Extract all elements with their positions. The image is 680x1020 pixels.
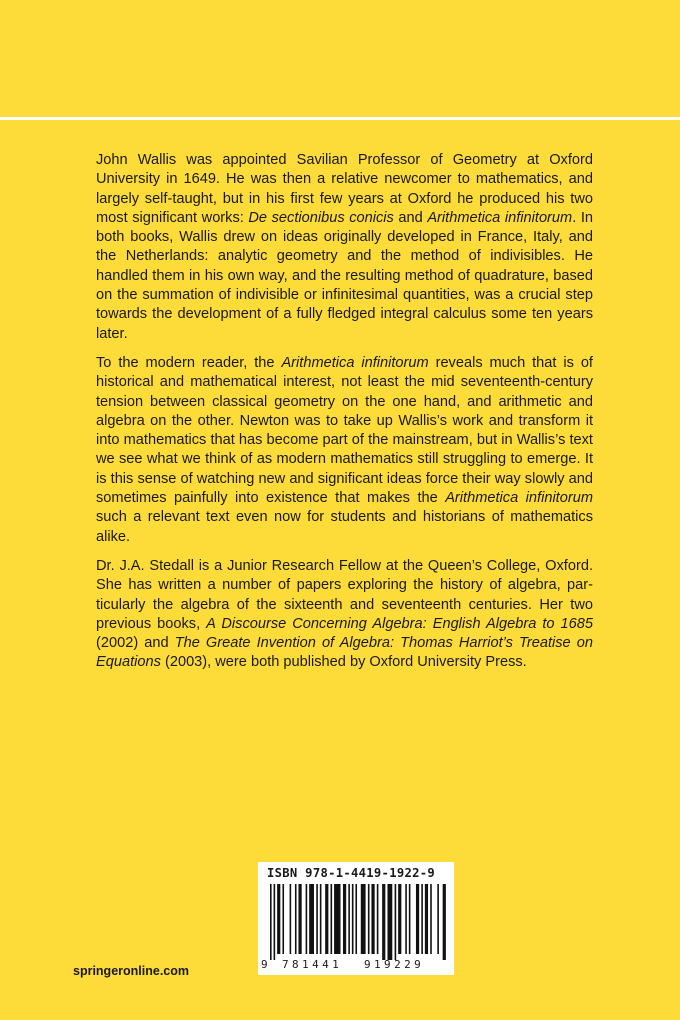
barcode-bar	[377, 884, 379, 954]
isbn-label: ISBN 978-1-4419-1922-9	[267, 866, 436, 880]
barcode-bar	[343, 884, 346, 954]
barcode-bar	[309, 884, 314, 954]
barcode-bar	[371, 884, 374, 954]
blurb-paragraph-2: To the modern reader, the Arithmetica infinitorum reveals much that is of historical and mathematical interest, not least the mid seventeenth-century tension between classical geometry on the one hand, and arithmetic and algebra on the other. Newton was to take up Wallis’s work and transform it into mathematics that has become part of the mainstream, but in Wallis’s text we see what we think of as modern mathematics still struggling to emerge. It is this sense of watching new and significant ideas force their way slowly and sometimes painfully into existence that makes the Arithmetica infinitorum such a relevant text even now for students and historians of mathematics alike.	[96, 354, 593, 545]
barcode-bar	[270, 884, 272, 960]
barcode-bar	[320, 884, 322, 954]
barcode-bar	[395, 884, 397, 960]
barcode-bar	[290, 884, 292, 954]
barcode-bar	[325, 884, 328, 954]
isbn-barcode	[258, 862, 454, 975]
blurb-paragraph-1: John Wallis was appointed Savilian Professor of Geometry at Oxford University in 1649. He was then a relative newcomer to mathematics, and largely self-taught, but in his first few years at Oxford he produced his two most significant works: De sectionibus conicis and Arithmetica infinitorum. In both books, Wallis drew on ideas originally developed in France, Italy, and the Netherlands: analytic geometry and the method of indivisibles. He handled them in his own way, and the resulting method of quadrature, based on the summation of indivisible or infinitesimal quantities, was a crucial step towards the development of a fully fledged integral calculus some ten years later.	[96, 152, 593, 342]
barcode-bar	[368, 884, 370, 954]
barcode-bar	[421, 884, 423, 954]
barcode-bar	[398, 884, 401, 954]
barcode-bar	[295, 884, 297, 954]
barcode-bar	[316, 884, 318, 954]
barcode-bar	[361, 884, 366, 954]
barcode-bar	[409, 884, 411, 954]
barcode-bar	[443, 884, 446, 960]
back-cover-blurb	[96, 151, 593, 683]
barcode-digit-lead: 9	[261, 958, 268, 971]
barcode-bar	[274, 884, 276, 960]
barcode-bar	[416, 884, 419, 954]
barcode-digits-left: 781441	[282, 958, 343, 971]
barcode-bar	[430, 884, 432, 954]
barcode-bar	[387, 884, 392, 960]
barcode-bar	[277, 884, 280, 954]
barcode-digits-right: 919229	[364, 958, 425, 971]
barcode-bar	[382, 884, 385, 960]
barcode-bar	[282, 884, 284, 954]
barcode-bar	[331, 884, 333, 954]
barcode-bar	[437, 884, 439, 954]
barcode-bar	[306, 884, 308, 954]
top-rule	[0, 117, 680, 120]
barcode-bar	[352, 884, 354, 954]
blurb-paragraph-3: Dr. J.A. Stedall is a Junior Research Fellow at the Queen’s College, Oxford. She has written a number of papers exploring the history of algebra, particularly the algebra of the sixteenth and seventeenth centuries. Her two previous books, A Discourse Concerning Algebra: English Algebra to 1685 (2002) and The Greate Invention of Algebra: Thomas Harriot’s Treatise on Equations (2003), were both published by Oxford University Press.	[96, 557, 593, 671]
barcode-bar	[425, 884, 428, 954]
barcode-bar	[348, 884, 350, 954]
barcode-bar	[355, 884, 357, 954]
publisher-website: springeronline.com	[73, 964, 189, 978]
barcode-bar	[298, 884, 301, 954]
barcode-bar	[334, 884, 340, 954]
barcode-bars	[268, 884, 446, 960]
barcode-bar	[405, 884, 407, 954]
